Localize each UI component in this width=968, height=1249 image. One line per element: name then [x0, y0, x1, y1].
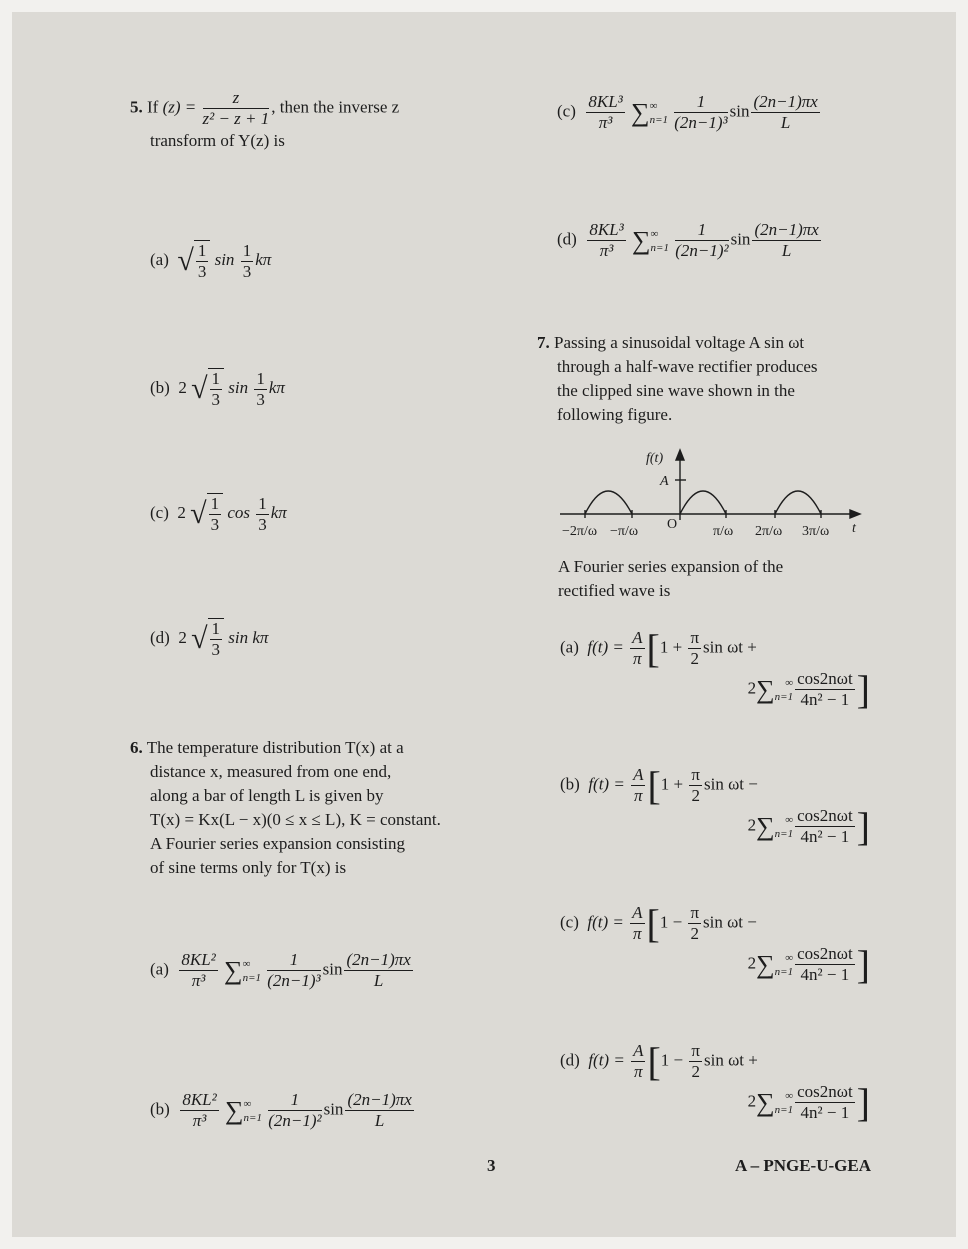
option-label: (a) — [560, 637, 579, 657]
coefficient: 2 — [747, 1091, 757, 1111]
question-number: 6. — [130, 738, 143, 757]
summation: ∑ ∞ n=1 — [756, 674, 794, 704]
numerator: A — [633, 765, 644, 784]
function: sin — [228, 377, 249, 397]
denominator: L — [780, 113, 791, 132]
fraction — [751, 92, 819, 133]
stem-text: along a bar of length L is given by — [150, 786, 384, 805]
numerator: 1 — [675, 220, 728, 241]
term: sin ωt + — [703, 637, 757, 657]
wave-hump — [775, 491, 821, 514]
denominator: 2 — [690, 924, 699, 943]
numerator: π — [691, 765, 700, 784]
denominator: 4n² − 1 — [800, 690, 850, 709]
fraction — [752, 220, 820, 261]
function: sin — [729, 101, 750, 121]
half-wave-figure — [550, 440, 870, 550]
tick-label: π/ω — [713, 524, 734, 539]
numerator: (2n−1)πx — [754, 220, 819, 239]
stem-text: following figure. — [557, 405, 673, 424]
lower-limit: n=1 — [242, 971, 261, 984]
numerator: 1 — [267, 950, 320, 971]
upper-limit: ∞ — [785, 1089, 794, 1102]
fraction — [689, 765, 702, 806]
option-d[interactable]: (d) f(t) = $\frac{A}{\pi}$ [1 − $\frac{\pi}{2}$ sin ωt + 2 ∑ ∞ n=1 $\frac{\text{cos2nωt}}{\text{4n² − 1}}$ ] — [560, 1039, 870, 1125]
stem-text: Passing a sinusoidal voltage A sin ωt — [554, 333, 805, 352]
stem-text: If — [147, 97, 159, 117]
denominator: 4n² − 1 — [800, 827, 850, 846]
stem-text: A Fourier series expansion consisting — [150, 834, 405, 853]
upper-limit: ∞ — [785, 813, 794, 826]
summation: ∑ ∞ n=1 — [631, 225, 669, 255]
wave-hump — [680, 491, 726, 514]
lhs: f(t) = — [587, 912, 624, 932]
fraction — [203, 88, 270, 129]
denominator: π — [633, 924, 642, 943]
fraction — [688, 903, 701, 944]
fraction — [630, 628, 644, 669]
numerator: cos2nωt — [797, 944, 853, 963]
numerator: 1 — [210, 494, 220, 513]
option-label: (c) — [150, 502, 169, 522]
square-root: √ $\frac{1}{3}$ — [191, 618, 224, 660]
numerator: π — [690, 628, 700, 647]
numerator: 1 — [211, 619, 221, 638]
fraction — [267, 950, 320, 991]
numerator: cos2nωt — [797, 1082, 853, 1101]
numerator: π — [690, 903, 700, 922]
function: sin kπ — [228, 627, 269, 647]
argument: kπ — [268, 377, 285, 397]
fraction — [587, 220, 625, 261]
option-c[interactable] — [557, 92, 822, 133]
denominator: L — [374, 1111, 385, 1130]
denominator: (2n−1)³ — [267, 971, 321, 990]
numerator: A — [632, 628, 643, 647]
function: sin — [730, 229, 751, 249]
paper-code: A – PNGE-U-GEA — [735, 1156, 871, 1175]
denominator: π³ — [191, 971, 206, 990]
numerator: z — [203, 88, 270, 109]
option-d[interactable] — [557, 220, 823, 261]
numerator: 1 — [211, 369, 221, 388]
lhs: f(t) = — [587, 637, 624, 657]
fraction — [631, 765, 645, 806]
denominator: 3 — [211, 640, 221, 659]
lower-limit: n=1 — [774, 690, 794, 703]
tick-label: 2π/ω — [755, 524, 783, 539]
option-a[interactable] — [150, 240, 271, 282]
fraction — [674, 92, 727, 133]
stem-text: A Fourier series expansion of the — [558, 557, 784, 576]
numerator: 8KL³ — [589, 220, 624, 239]
summation: ∑ ∞ n=1 — [756, 949, 794, 979]
option-label: (a) — [150, 959, 169, 979]
coefficient: 2 — [177, 502, 186, 522]
numerator: 8KL² — [182, 1090, 217, 1109]
denominator: (2n−1)² — [675, 241, 729, 260]
function: sin — [214, 249, 235, 269]
numerator: cos2nωt — [797, 806, 853, 825]
denominator: z² − z + 1 — [202, 109, 270, 128]
denominator: (2n−1)² — [268, 1111, 322, 1130]
upper-limit: ∞ — [649, 99, 658, 112]
option-label: (c) — [557, 101, 576, 121]
fraction — [630, 903, 644, 944]
x-label: t — [852, 521, 856, 536]
lower-limit: n=1 — [650, 241, 669, 254]
numerator: (2n−1)πx — [346, 950, 411, 969]
term: 1 + — [660, 774, 684, 794]
stem-text: transform of Y(z) is — [150, 131, 285, 150]
lower-limit: n=1 — [774, 965, 794, 978]
question-7-continuation — [558, 555, 876, 603]
denominator: 3 — [210, 515, 220, 534]
fraction — [179, 950, 217, 991]
option-label: (b) — [560, 774, 580, 794]
function: sin — [322, 959, 343, 979]
f-arrow — [676, 450, 684, 460]
coefficient: 2 — [178, 627, 187, 647]
denominator: (2n−1)³ — [674, 113, 728, 132]
question-7 — [537, 331, 877, 427]
option-d[interactable] — [150, 618, 268, 660]
term: 1 − — [659, 912, 683, 932]
page-number: 3 — [487, 1156, 496, 1175]
wave-hump — [585, 491, 632, 514]
stem-text: distance x, measured from one end, — [150, 762, 392, 781]
argument: kπ — [270, 502, 287, 522]
denominator: π³ — [192, 1111, 207, 1130]
denominator: 2 — [691, 1062, 700, 1081]
numerator: 1 — [674, 92, 727, 113]
denominator: L — [781, 241, 792, 260]
fraction — [180, 1090, 218, 1131]
fraction — [254, 369, 267, 410]
coefficient: 2 — [178, 377, 187, 397]
tick-label: −2π/ω — [562, 524, 598, 539]
y-label: f(t) — [646, 451, 664, 466]
stem-text: through a half-wave rectifier produces — [557, 357, 818, 376]
summation: ∑ ∞ n=1 — [631, 97, 668, 127]
term: sin ωt + — [703, 1050, 758, 1070]
summation: ∑ ∞ n=1 — [224, 1095, 262, 1125]
denominator: 4n² − 1 — [800, 965, 850, 984]
lower-limit: n=1 — [649, 113, 668, 126]
option-b[interactable] — [150, 1090, 416, 1131]
denominator: π — [634, 786, 643, 805]
denominator: π — [634, 1062, 643, 1081]
denominator: 3 — [211, 390, 221, 409]
numerator: 1 — [268, 1090, 321, 1111]
denominator: 3 — [197, 262, 207, 281]
option-label: (d) — [560, 1050, 580, 1070]
stem-text: , then the inverse z — [271, 97, 400, 117]
denominator: π³ — [598, 113, 613, 132]
option-label: (b) — [150, 377, 170, 397]
fraction — [586, 92, 624, 133]
lower-limit: n=1 — [243, 1111, 262, 1124]
amplitude-label: A — [660, 474, 669, 489]
denominator: L — [373, 971, 384, 990]
coefficient: 2 — [747, 678, 757, 698]
stem-text: The temperature distribution T(x) at a — [146, 738, 404, 757]
fraction — [795, 806, 855, 847]
fraction — [345, 1090, 413, 1131]
option-label: (b) — [150, 1099, 170, 1119]
fraction — [241, 241, 254, 282]
option-c[interactable] — [150, 493, 287, 535]
option-label: (d) — [150, 627, 170, 647]
numerator: 1 — [242, 240, 252, 260]
argument: kπ — [255, 249, 272, 269]
upper-limit: ∞ — [785, 676, 794, 689]
upper-limit: ∞ — [243, 1097, 252, 1110]
option-c[interactable]: (c) f(t) = $\frac{A}{\pi}$ [1 − $\frac{\pi}{2}$ sin ωt − 2 ∑ ∞ n=1 $\frac{\text{cos2nωt}}{\text{4n² − 1}}$ ] — [560, 901, 870, 987]
coefficient: 2 — [747, 815, 757, 835]
lhs: f(t) = — [588, 1050, 625, 1070]
fraction — [631, 1041, 645, 1082]
option-b[interactable]: (b) f(t) = $\frac{A}{\pi}$ [1 + $\frac{\pi}{2}$ sin ωt − 2 ∑ ∞ n=1 $\frac{\text{cos2nωt}}{\text{4n² − 1}}$ ] — [560, 763, 870, 849]
fraction — [795, 1082, 855, 1123]
lower-limit: n=1 — [774, 1103, 794, 1116]
term: sin ωt − — [703, 912, 757, 932]
stem-text: of sine terms only for T(x) is — [150, 858, 347, 877]
fraction — [344, 950, 412, 991]
denominator: 2 — [690, 649, 699, 668]
numerator: A — [633, 1041, 644, 1060]
numerator: 8KL² — [181, 950, 216, 969]
numerator: 8KL³ — [588, 92, 623, 111]
numerator: (2n−1)πx — [347, 1090, 412, 1109]
t-arrow — [850, 510, 860, 518]
denominator: π³ — [599, 241, 614, 260]
tick-label: 3π/ω — [802, 524, 830, 539]
option-label: (d) — [557, 229, 577, 249]
square-root: √ $\frac{1}{3}$ — [190, 493, 223, 535]
fraction — [268, 1090, 321, 1131]
fraction — [689, 1041, 702, 1082]
stem-text: the clipped sine wave shown in the — [557, 381, 795, 400]
fraction — [256, 494, 269, 535]
denominator: 3 — [242, 261, 252, 281]
denominator: 3 — [256, 389, 265, 409]
numerator: 1 — [258, 493, 267, 513]
summation: ∑ ∞ n=1 — [756, 1087, 794, 1117]
numerator: A — [632, 903, 643, 922]
upper-limit: ∞ — [785, 951, 794, 964]
fraction — [675, 220, 728, 261]
stem-text: (z) = — [162, 97, 197, 117]
numerator: cos2nωt — [797, 669, 853, 688]
summation: ∑ ∞ n=1 — [756, 811, 794, 841]
fraction — [688, 628, 701, 669]
summation: ∑ ∞ n=1 — [224, 955, 261, 985]
square-root: √ $\frac{1}{3}$ — [191, 368, 224, 410]
function: cos — [227, 502, 251, 522]
question-6 — [130, 736, 470, 880]
numerator: 1 — [256, 368, 265, 388]
question-5 — [130, 88, 470, 153]
numerator: (2n−1)πx — [753, 92, 818, 111]
function: sin — [323, 1099, 344, 1119]
numerator: 1 — [197, 241, 207, 260]
term: 1 + — [659, 637, 683, 657]
stem-text: rectified wave is — [558, 581, 671, 600]
upper-limit: ∞ — [242, 957, 251, 970]
denominator: 3 — [258, 514, 267, 534]
tick-label: −π/ω — [610, 524, 639, 539]
square-root: √ $\frac{1}{3}$ — [177, 240, 210, 282]
question-number: 7. — [537, 333, 550, 352]
option-label: (c) — [560, 912, 579, 932]
fraction — [795, 944, 855, 985]
stem-text: T(x) = Kx(L − x)(0 ≤ x ≤ L), K = constant. — [150, 810, 441, 829]
upper-limit: ∞ — [650, 227, 659, 240]
option-a[interactable] — [150, 950, 415, 991]
numerator: π — [691, 1041, 700, 1060]
option-label: (a) — [150, 249, 169, 269]
term: 1 − — [660, 1050, 684, 1070]
term: sin ωt − — [703, 774, 758, 794]
denominator: 2 — [691, 786, 700, 805]
denominator: 4n² − 1 — [800, 1103, 850, 1122]
option-a[interactable]: (a) f(t) = $\frac{A}{\pi}$ [1 + $\frac{\pi}{2}$ sin ωt + 2 ∑ ∞ n=1 $\frac{\text{cos2nωt}}{\text{4n² − 1}}$ ] — [560, 626, 870, 712]
lhs: f(t) = — [588, 774, 625, 794]
coefficient: 2 — [747, 953, 757, 973]
option-b[interactable] — [150, 368, 285, 410]
origin-label: O — [667, 517, 678, 532]
fraction — [795, 669, 855, 710]
denominator: π — [633, 649, 642, 668]
question-number: 5. — [130, 97, 143, 117]
lower-limit: n=1 — [774, 827, 794, 840]
